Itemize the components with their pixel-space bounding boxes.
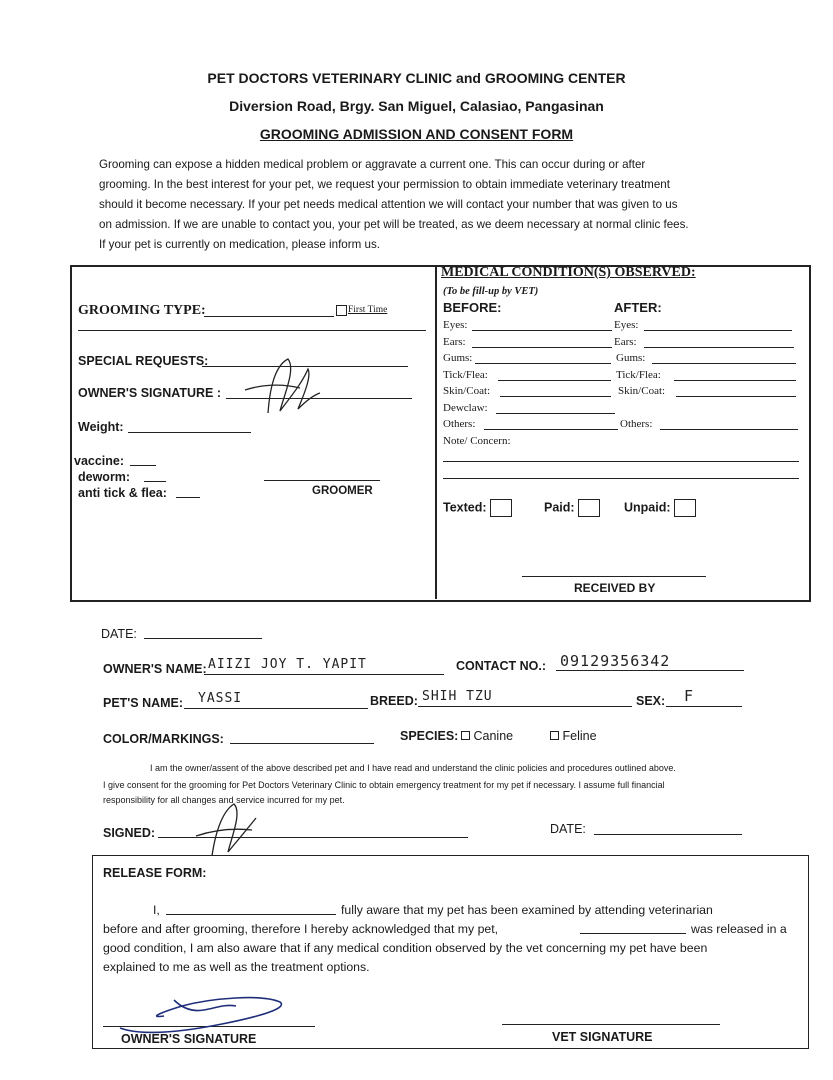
medical-condition-subtitle: (To be fill-up by VET) [443, 286, 539, 297]
before-heading: BEFORE: [443, 300, 502, 315]
canine-option[interactable] [461, 729, 513, 743]
note-concern-label: Note/ Concern: [443, 435, 511, 447]
groomer-label: GROOMER [312, 485, 373, 497]
feline-option[interactable] [550, 729, 597, 743]
after-eyes-field[interactable] [644, 330, 792, 331]
owner-signature-label: OWNER'S SIGNATURE : [78, 386, 222, 400]
after-skincoat-field[interactable] [676, 396, 796, 397]
feline-label: Feline [562, 729, 597, 743]
before-gums-field[interactable] [475, 363, 611, 364]
box-divider [435, 266, 437, 599]
feline-checkbox[interactable] [550, 731, 559, 740]
owner-name-field[interactable] [204, 674, 444, 675]
before-dewclaw-label: Dewclaw: [443, 402, 488, 414]
species-label: SPECIES: [400, 729, 459, 743]
form-title: GROOMING ADMISSION AND CONSENT FORM [259, 126, 574, 142]
medical-condition-title: MEDICAL CONDITION(S) OBSERVED: [441, 265, 696, 280]
sex-label: SEX: [636, 694, 666, 708]
sex-field[interactable] [666, 706, 742, 707]
vaccine-label: vaccine: [74, 454, 125, 468]
vaccine-field[interactable] [130, 465, 156, 466]
contact-label: CONTACT NO.: [456, 659, 547, 673]
texted-label [443, 499, 512, 517]
pet-name-label: PET'S NAME: [103, 696, 184, 710]
release-owner-signature-label: OWNER'S SIGNATURE [121, 1032, 257, 1046]
owner-name-value: AIIZI JOY T. YAPIT [208, 657, 367, 672]
consent-line-1: I am the owner/assent of the above described pet and I have read and understand the clinic policies and procedures outlined above. [150, 763, 676, 773]
after-gums-field[interactable] [652, 363, 796, 364]
owner-signature-scribble [240, 355, 325, 425]
deworm-field[interactable] [144, 481, 166, 482]
texted-checkbox[interactable] [490, 499, 512, 517]
breed-label: BREED: [370, 694, 418, 708]
signed-signature-scribble [190, 800, 270, 860]
release-line-3: good condition, I am also aware that if any medical condition observed by the vet concerning my pet have been [103, 941, 708, 955]
received-by-label: RECEIVED BY [574, 581, 656, 595]
signed-label: SIGNED: [103, 826, 156, 840]
release-line-2a: before and after grooming, therefore I hereby acknowledged that my pet, [103, 922, 499, 936]
after-skincoat-label: Skin/Coat: [618, 385, 666, 397]
received-by-line[interactable] [522, 576, 706, 577]
before-others-field[interactable] [484, 429, 618, 430]
special-requests-label: SPECIAL REQUESTS: [78, 354, 209, 368]
release-title: RELEASE FORM: [103, 866, 207, 880]
weight-field[interactable] [128, 432, 251, 433]
release-line-4: explained to me as well as the treatment options. [103, 960, 370, 974]
contact-value: 09129356342 [560, 652, 671, 670]
owner-name-label: OWNER'S NAME: [103, 662, 207, 676]
consent-line-2: I give consent for the grooming for Pet Doctors Veterinary Clinic to obtain emergency treatment for my pet if necessary. I assume full financial [103, 780, 665, 790]
after-others-label: Others: [620, 418, 653, 430]
unpaid-checkbox[interactable] [674, 499, 696, 517]
texted-text: Texted: [443, 500, 487, 515]
intro-line: on admission. If we are unable to contact you, your pet will be treated, as we deem necessary at normal clinic fees. [99, 218, 689, 231]
release-pet-field[interactable] [580, 933, 686, 934]
paid-text: Paid: [544, 500, 575, 515]
clinic-address: Diversion Road, Brgy. San Miguel, Calasiao, Pangasinan [229, 98, 604, 114]
after-eyes-label: Eyes: [614, 319, 639, 331]
groomer-line[interactable] [264, 480, 380, 481]
note-line-2[interactable] [443, 478, 799, 479]
pet-name-field[interactable] [184, 708, 368, 709]
note-line-1[interactable] [443, 461, 799, 462]
intro-line: should it become necessary. If your pet needs medical attention we will contact your number that was given to us [99, 198, 678, 211]
intro-line: If your pet is currently on medication, please inform us. [99, 238, 380, 251]
color-markings-label: COLOR/MARKINGS: [103, 732, 224, 746]
intro-paragraph [99, 155, 749, 255]
paid-label [544, 499, 600, 517]
unpaid-label [624, 499, 696, 517]
after-ears-label: Ears: [614, 336, 637, 348]
intro-line: grooming. In the best interest for your pet, we request your permission to obtain immediate veterinary treatment [99, 178, 670, 191]
deworm-label: deworm: [78, 470, 131, 484]
after-tickflea-label: Tick/Flea: [616, 369, 661, 381]
sex-value: F [684, 687, 695, 705]
consent-line-3: responsibility for all changes and service incurred for my pet. [103, 795, 345, 805]
date-label: DATE: [101, 627, 137, 641]
before-dewclaw-field[interactable] [496, 413, 615, 414]
after-others-field[interactable] [660, 429, 798, 430]
before-skincoat-label: Skin/Coat: [443, 385, 491, 397]
canine-label: Canine [473, 729, 514, 743]
before-eyes-field[interactable] [472, 330, 612, 331]
consent-date-label: DATE: [550, 822, 586, 836]
breed-value: SHIH TZU [422, 689, 493, 704]
release-name-field[interactable] [166, 914, 336, 915]
before-tickflea-field[interactable] [498, 380, 611, 381]
release-line-1: fully aware that my pet has been examined by attending veterinarian [341, 903, 713, 917]
grooming-type-label: GROOMING TYPE: [78, 303, 206, 318]
first-time-checkbox[interactable] [336, 305, 347, 316]
release-i: I, [153, 903, 160, 917]
after-ears-field[interactable] [644, 347, 794, 348]
release-line-2b: was released in a [691, 922, 787, 936]
before-others-label: Others: [443, 418, 476, 430]
pet-name-value: YASSI [198, 691, 243, 706]
after-gums-label: Gums: [616, 352, 646, 364]
clinic-name: PET DOCTORS VETERINARY CLINIC and GROOMING CENTER [207, 70, 626, 86]
before-tickflea-label: Tick/Flea: [443, 369, 488, 381]
contact-field[interactable] [556, 670, 744, 671]
vet-signature-line[interactable] [502, 1024, 720, 1025]
before-ears-field[interactable] [472, 347, 612, 348]
anti-tick-label: anti tick & flea: [78, 486, 167, 500]
before-skincoat-field[interactable] [500, 396, 611, 397]
unpaid-text: Unpaid: [624, 500, 671, 515]
after-heading: AFTER: [614, 300, 662, 315]
grooming-type-line-2[interactable] [78, 330, 426, 331]
intro-line: Grooming can expose a hidden medical problem or aggravate a current one. This can occur during or after [99, 158, 646, 171]
vet-signature-label: VET SIGNATURE [552, 1030, 653, 1044]
weight-label: Weight: [78, 420, 124, 434]
color-markings-field[interactable] [230, 743, 374, 744]
before-ears-label: Ears: [443, 336, 466, 348]
breed-field[interactable] [418, 706, 632, 707]
grooming-type-field[interactable] [204, 316, 334, 317]
before-gums-label: Gums: [443, 352, 473, 364]
consent-date-field[interactable] [594, 834, 742, 835]
before-eyes-label: Eyes: [443, 319, 468, 331]
canine-checkbox[interactable] [461, 731, 470, 740]
date-field[interactable] [144, 638, 262, 639]
anti-tick-field[interactable] [176, 497, 200, 498]
after-tickflea-field[interactable] [674, 380, 796, 381]
paid-checkbox[interactable] [578, 499, 600, 517]
first-time-label: First Time [348, 305, 388, 315]
